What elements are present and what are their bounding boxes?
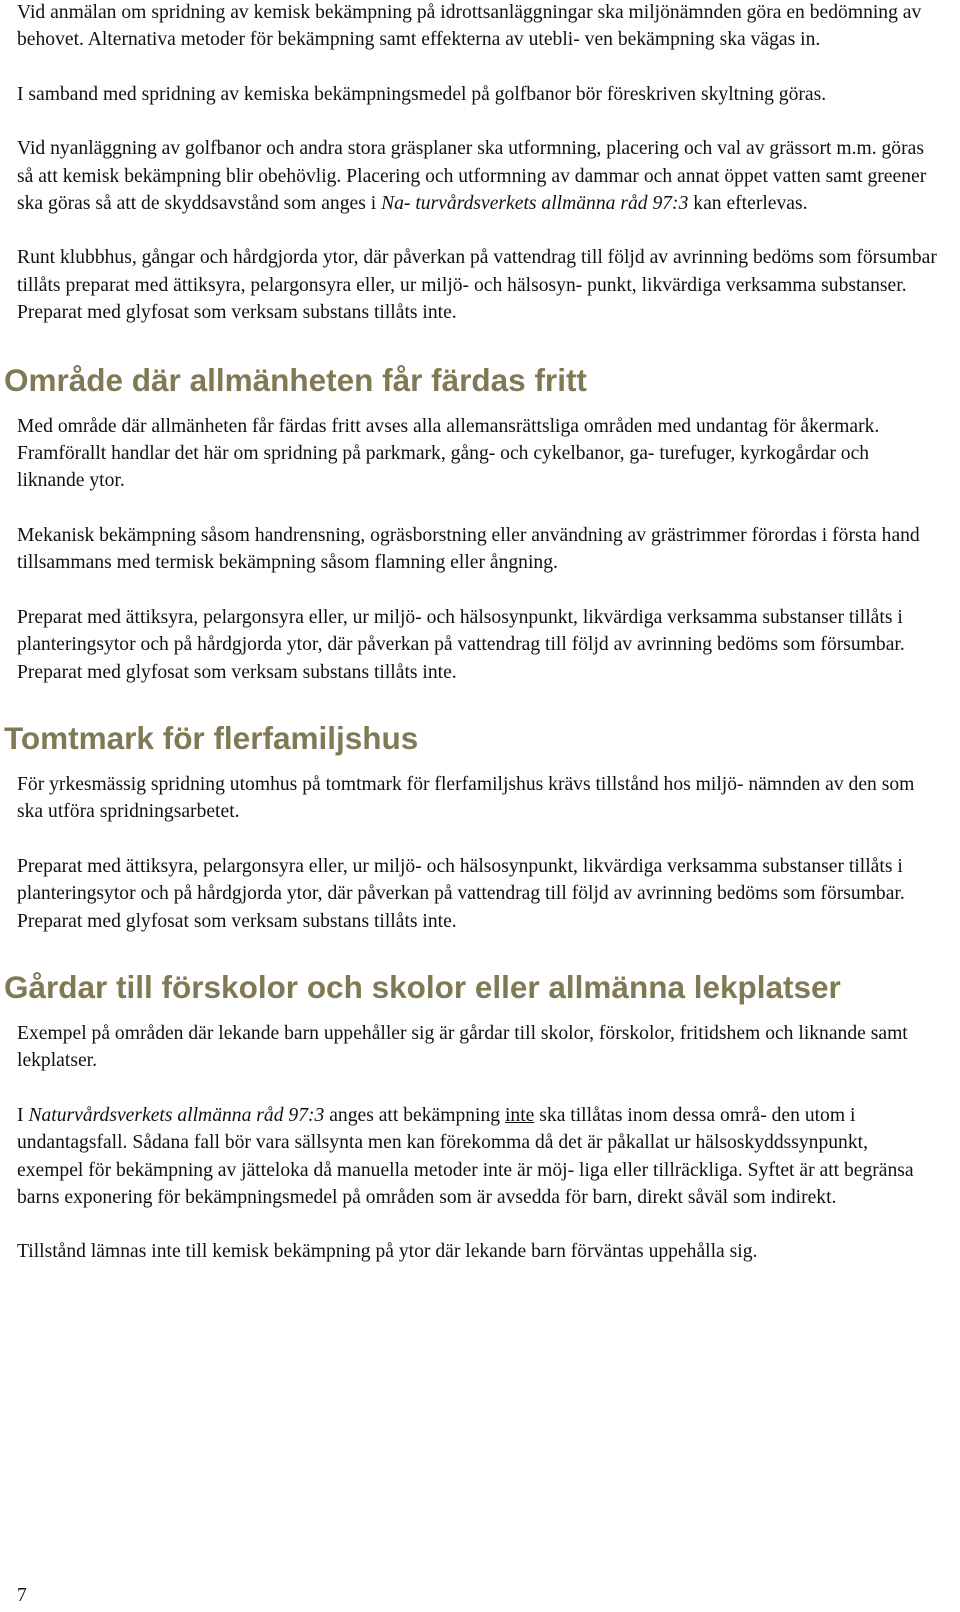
document-page [4,0,937,1266]
paragraph-intro-3-text-b: kan efterlevas. [688,193,808,215]
paragraph-school-playgrounds-2-underline: inte [504,1104,535,1126]
page-number: 7 [17,1585,27,1606]
section-heading-public-area: Område där allmänheten får färdas fritt [4,361,587,398]
paragraph-school-playgrounds-2-text-a: I [17,1104,29,1126]
paragraph-intro-4: Runt klubbhus, gångar och hårdgjorda ytor, där påverkan på vattendrag till följd av avrinning bedöms som försumbar tillåts preparat med ättiksyra, pelargonsyra eller, ur miljö- och hälsosyn- punkt, likvärdiga verksamma substanser. Preparat med glyfosat som verksam substans tillåts inte. [17,247,937,324]
paragraph-intro-3-text-a: Vid nyanläggning av golfbanor och andra stora gräsplaner ska utformning, placering och val av grässort m.m. göras så att kemisk bekämpning blir obehövlig. Placering och utformning av dammar och annat öppet vatten samt greener ska göras så att de skyddsavstånd som anges i [17,138,927,215]
section-heading-school-playgrounds: Gårdar till förskolor och skolor eller allmänna lekplatser [4,968,841,1005]
section-heading-apartment-grounds: Tomtmark för flerfamiljshus [4,719,419,756]
paragraph-intro-2: I samband med spridning av kemiska bekämpningsmedel på golfbanor bör föreskriven skyltning göras. [17,83,827,105]
paragraph-public-area-1: Med område där allmänheten får färdas fritt avses alla allemansrättsliga områden med undantag för åkermark. Framförallt handlar det här om spridning på parkmark, gång- och cykelbanor, ga- turefuger, kyrkogårdar och liknande ytor. [17,415,880,492]
paragraph-public-area-3: Preparat med ättiksyra, pelargonsyra eller, ur miljö- och hälsosynpunkt, likvärdiga verksamma substanser tillåts i planteringsytor och på hårdgjorda ytor, där påverkan på vattendrag till följd av avrinning bedöms som försumbar. Preparat med glyfosat som verksam substans tillåts inte. [17,606,905,683]
paragraph-school-playgrounds-2-text-c: ska tillåtas inom dessa områ- den utom i undantagsfall. Sådana fall bör vara sällsynta men kan förekomma då det är påkallat ur hälsoskyddssynpunkt, exempel för bekämpning av jätteloka då manuella metoder inte är möj- liga eller tillräckliga. Syftet är att begränsa barns exponering för bekämpningsmedel på områden som är avsedda för barn, direkt såväl som indirekt. [17,1104,914,1208]
paragraph-apartment-grounds-2: Preparat med ättiksyra, pelargonsyra eller, ur miljö- och hälsosynpunkt, likvärdiga verksamma substanser tillåts i planteringsytor och på hårdgjorda ytor, där påverkan på vattendrag till följd av avrinning bedöms som försumbar. Preparat med glyfosat som verksam substans tillåts inte. [17,855,905,932]
paragraph-school-playgrounds-3: Tillstånd lämnas inte till kemisk bekämpning på ytor där lekande barn förväntas uppehålla sig. [17,1241,758,1263]
paragraph-school-playgrounds-2 [17,1102,937,1212]
paragraph-school-playgrounds-2-italic: Naturvårdsverkets allmänna råd 97:3 [28,1104,325,1126]
paragraph-school-playgrounds-1: Exempel på områden där lekande barn uppehåller sig är gårdar till skolor, förskolor, fritidshem och liknande samt lekplatser. [17,1022,908,1072]
paragraph-public-area-2: Mekanisk bekämpning såsom handrensning, ogräsborstning eller användning av grästrimmer förordas i första hand tillsammans med termisk bekämpning såsom flamning eller ångning. [17,524,920,574]
paragraph-apartment-grounds-1: För yrkesmässig spridning utomhus på tomtmark för flerfamiljshus krävs tillstånd hos miljö- nämnden av den som ska utföra spridningsarbetet. [17,773,915,823]
paragraph-intro-1: Vid anmälan om spridning av kemisk bekämpning på idrottsanläggningar ska miljönämnden göra en bedömning av behovet. Alternativa metoder för bekämpning samt effekterna av utebli- ven bekämpning ska vägas in. [17,2,922,51]
paragraph-intro-3-italic: Na- turvårdsverkets allmänna råd 97:3 [381,193,689,215]
paragraph-intro-3 [17,135,937,217]
paragraph-school-playgrounds-2-text-b: anges att bekämpning [324,1104,505,1126]
